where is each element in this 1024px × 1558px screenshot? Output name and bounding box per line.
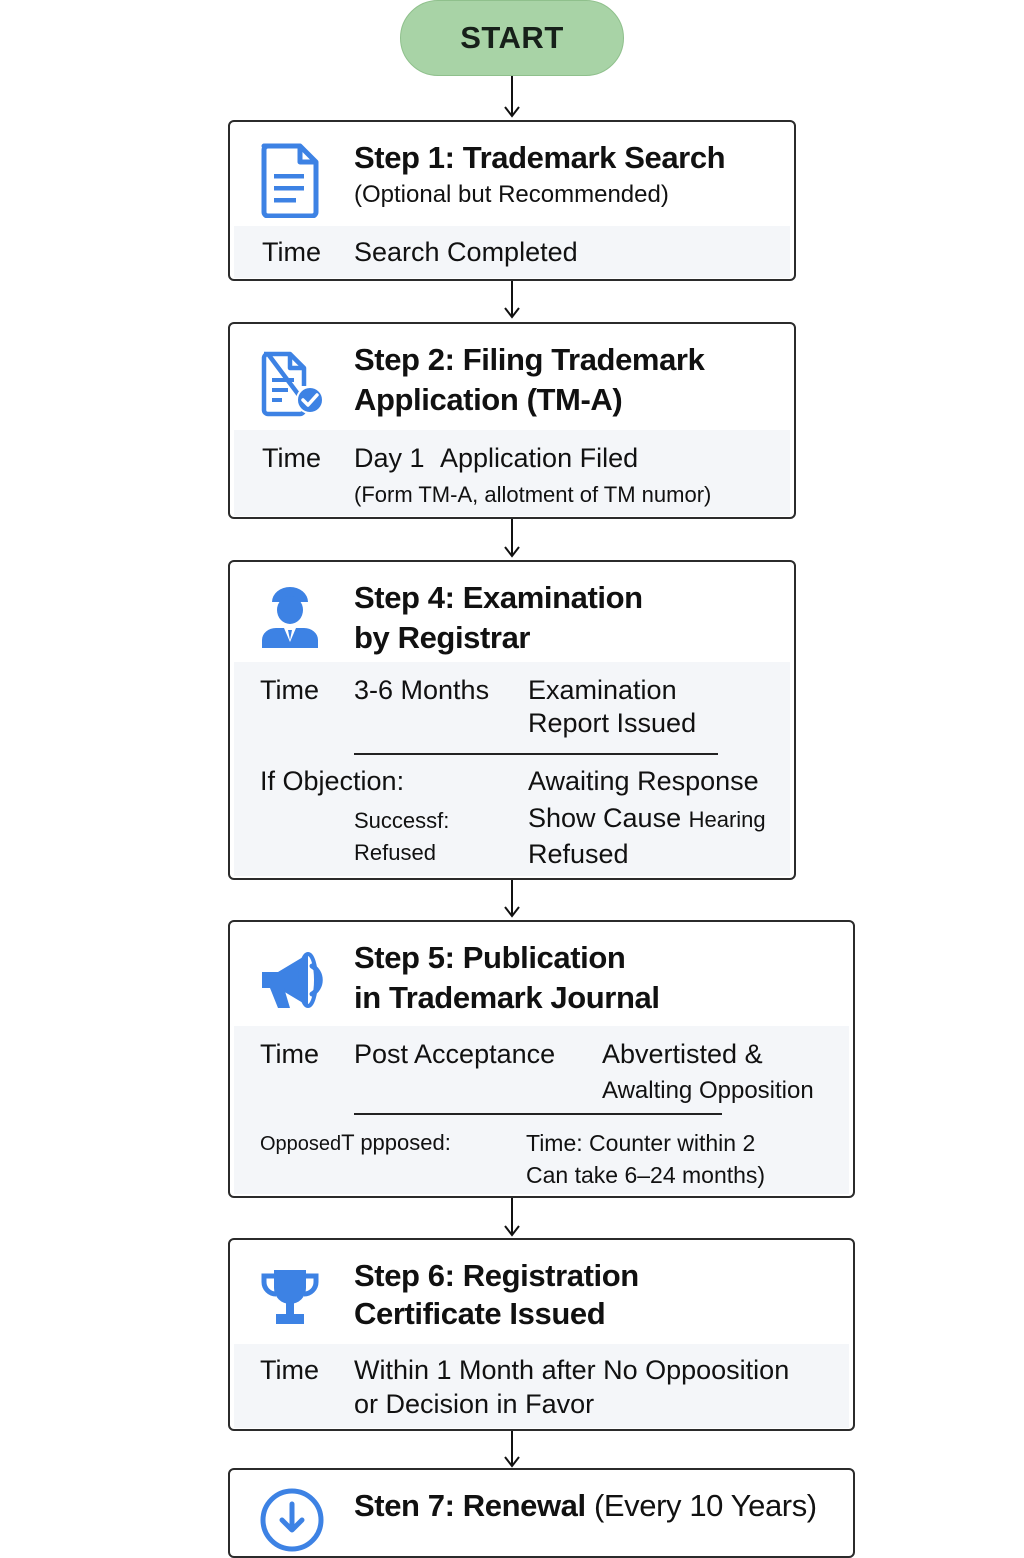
step-5-opposed-small: Opposed xyxy=(260,1133,342,1155)
step-1-subtitle: (Optional but Recommended) xyxy=(354,181,669,208)
step-4-hearing-result xyxy=(528,802,766,835)
step-4-time-label: Time xyxy=(260,675,319,705)
step-5-counter-line2: Can take 6–24 months) xyxy=(526,1162,766,1188)
step-4-title-line2: by Registrar xyxy=(354,620,531,655)
step-2-time-label: Time xyxy=(262,443,321,473)
step-2-note: (Form TM-A, allotment of TM numor) xyxy=(354,482,712,507)
step-4-card xyxy=(228,560,796,880)
flow-arrow xyxy=(500,76,524,120)
step-4-hearing-main: Show Cause xyxy=(528,803,682,833)
trophy-icon xyxy=(258,1266,322,1333)
step-7-title-bold: Sten 7: Renewal xyxy=(354,1488,586,1523)
step-2-result: Application Filed xyxy=(440,443,639,473)
step-4-divider xyxy=(354,753,718,755)
step-6-time-label: Time xyxy=(260,1355,319,1385)
flow-arrow xyxy=(500,879,524,919)
flow-arrow xyxy=(500,281,524,321)
download-circle-icon xyxy=(258,1486,326,1558)
step-7-title xyxy=(354,1486,817,1525)
flow-arrow xyxy=(500,1430,524,1470)
flow-arrow xyxy=(500,518,524,560)
flow-arrow xyxy=(500,1197,524,1239)
step-2-card xyxy=(228,322,796,519)
step-5-result-line1: Abvertisted & xyxy=(602,1039,763,1069)
start-label: START xyxy=(460,20,564,55)
step-5-duration: Post Acceptance xyxy=(354,1039,556,1069)
step-5-title-line2: in Trademark Journal xyxy=(354,980,660,1015)
step-2-title-line1: Step 2: Filing Trademark xyxy=(354,342,705,377)
registrar-person-icon xyxy=(258,584,322,653)
step-7-title-rest: (Every 10 Years) xyxy=(585,1488,817,1523)
step-1-card xyxy=(228,120,796,281)
step-4-title-line1: Step 4: Examination xyxy=(354,580,643,615)
step-4-result-line1: Examination xyxy=(528,675,677,705)
step-5-card xyxy=(228,920,855,1198)
step-2-duration: Day 1 xyxy=(354,443,425,473)
step-4-objection-label: If Objection: xyxy=(260,766,405,796)
start-node xyxy=(400,0,624,76)
step-2-title-line2: Application (TM-A) xyxy=(354,382,623,417)
step-1-result: Search Completed xyxy=(354,237,578,267)
document-check-icon xyxy=(258,350,330,423)
document-icon xyxy=(258,142,322,223)
step-4-duration: 3-6 Months xyxy=(354,675,490,705)
step-6-result-line1: Within 1 Month after No Oppoosition xyxy=(354,1355,790,1385)
step-5-opposed-label xyxy=(260,1128,451,1159)
step-6-card xyxy=(228,1238,855,1431)
step-6-title-line1: Step 6: Registration xyxy=(354,1258,639,1293)
step-1-title: Step 1: Trademark Search xyxy=(354,140,726,175)
step-5-divider xyxy=(354,1113,722,1115)
step-4-refused-label: Refused xyxy=(354,840,436,865)
step-7-card xyxy=(228,1468,855,1558)
step-4-hearing-small: Hearing xyxy=(688,807,766,832)
step-5-title-line1: Step 5: Publication xyxy=(354,940,626,975)
step-1-time-label: Time xyxy=(262,237,321,267)
step-5-time-label: Time xyxy=(260,1039,319,1069)
step-5-counter-line1: Time: Counter within 2 xyxy=(526,1130,756,1156)
step-4-objection-result: Awaiting Response xyxy=(528,766,759,796)
step-4-result-line2: Report Issued xyxy=(528,708,697,738)
megaphone-icon xyxy=(258,948,326,1017)
step-5-opposed-main: T ppposed: xyxy=(341,1130,451,1155)
step-4-refused-result: Refused xyxy=(528,839,629,869)
step-4-successful-label: Successf: xyxy=(354,808,450,833)
step-6-result-line2: or Decision in Favor xyxy=(354,1389,595,1419)
step-6-title-line2: Certificate Issued xyxy=(354,1296,606,1331)
step-5-result-line2: Awalting Opposition xyxy=(602,1077,814,1104)
